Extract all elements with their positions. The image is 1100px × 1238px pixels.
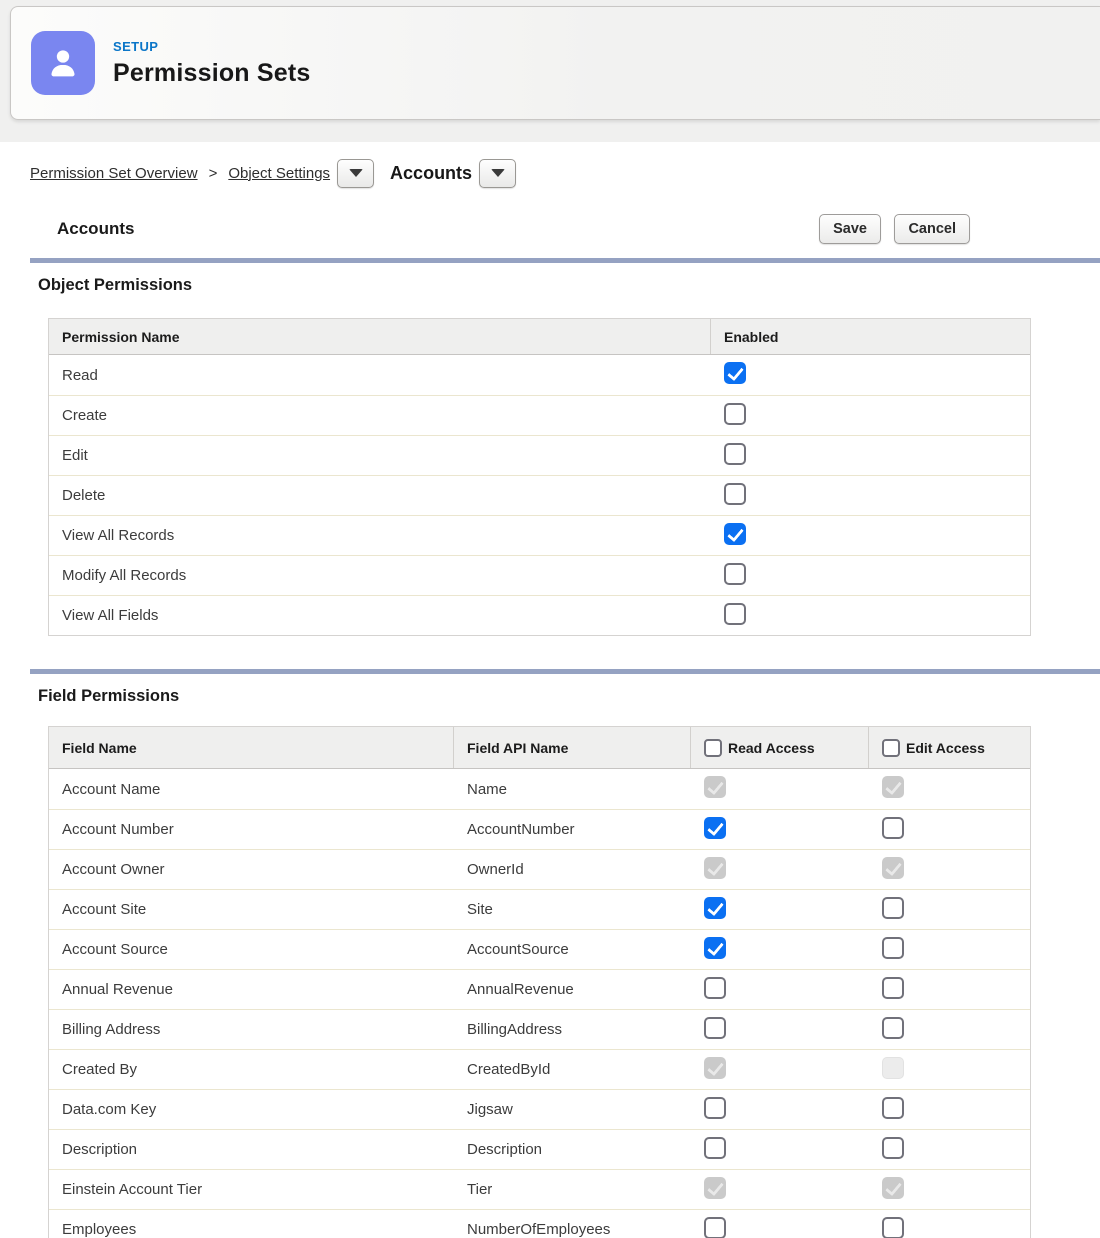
enabled-checkbox[interactable]: [724, 483, 746, 505]
breadcrumb: [30, 158, 1100, 188]
column-header-field-name: Field Name: [49, 727, 454, 768]
table-row: [49, 809, 1030, 849]
enabled-cell: [711, 362, 1030, 388]
table-row: [49, 969, 1030, 1009]
table-row: [49, 1129, 1030, 1169]
field-name-cell: Data.com Key: [62, 1101, 157, 1118]
field-name-cell: Account Name: [62, 780, 161, 798]
read-access-checkbox[interactable]: [704, 1137, 726, 1159]
field-name-cell: Billing Address: [62, 1021, 161, 1038]
edit-access-cell: [869, 857, 1030, 883]
field-name-cell: Account Owner: [62, 861, 165, 878]
read-access-checkbox[interactable]: [704, 1217, 726, 1238]
enabled-cell: [711, 603, 1030, 629]
edit-access-checkbox[interactable]: [882, 977, 904, 999]
read-access-checkbox[interactable]: [704, 1097, 726, 1119]
field-permissions-rows: [49, 769, 1030, 1238]
read-access-checkbox: [704, 1177, 726, 1199]
cancel-button[interactable]: Cancel: [894, 214, 970, 244]
permission-name-cell: Modify All Records: [62, 567, 187, 584]
read-access-cell: [691, 817, 869, 843]
field-api-name-cell: CreatedById: [467, 1061, 551, 1078]
save-button[interactable]: Save: [819, 214, 881, 244]
read-access-cell: [691, 897, 869, 923]
edit-access-checkbox: [882, 776, 904, 798]
object-permissions-rows: [49, 355, 1030, 635]
read-access-cell: [691, 776, 869, 802]
enabled-checkbox[interactable]: [724, 362, 746, 384]
field-name-cell: Account Site: [62, 901, 147, 918]
accounts-section-header: [30, 212, 1100, 245]
edit-access-cell: [869, 1217, 1030, 1238]
read-access-select-all-checkbox[interactable]: [704, 739, 722, 757]
enabled-cell: [711, 403, 1030, 429]
table-row: [49, 515, 1030, 555]
field-api-name-cell: AccountNumber: [467, 821, 575, 838]
enabled-checkbox[interactable]: [724, 603, 746, 625]
column-header-enabled: Enabled: [724, 328, 779, 345]
read-access-checkbox[interactable]: [704, 1017, 726, 1039]
table-row: [49, 889, 1030, 929]
edit-access-checkbox[interactable]: [882, 937, 904, 959]
permission-name-cell: Edit: [62, 447, 88, 464]
permission-name-cell: View All Records: [62, 527, 175, 544]
read-access-checkbox[interactable]: [704, 897, 726, 919]
read-access-cell: [691, 857, 869, 883]
enabled-cell: [711, 483, 1030, 509]
table-row: [49, 1209, 1030, 1238]
user-icon: [43, 43, 83, 83]
enabled-cell: [711, 523, 1030, 549]
column-header-field-api-name: Field API Name: [454, 727, 691, 768]
read-access-cell: [691, 937, 869, 963]
edit-access-cell: [869, 1097, 1030, 1123]
breadcrumb-separator: >: [208, 164, 218, 182]
enabled-cell: [711, 563, 1030, 589]
section-divider: [30, 258, 1100, 263]
setup-header-band: [0, 0, 1100, 142]
edit-access-cell: [869, 1177, 1030, 1203]
table-row: [49, 355, 1030, 395]
action-buttons: [810, 214, 970, 244]
edit-access-checkbox[interactable]: [882, 817, 904, 839]
edit-access-checkbox: [882, 857, 904, 879]
table-row: [49, 475, 1030, 515]
field-permissions-table-header: [49, 727, 1030, 769]
field-api-name-cell: Name: [467, 780, 508, 798]
permission-sets-user-icon: [31, 31, 95, 95]
chevron-down-icon: [491, 169, 505, 177]
read-access-cell: [691, 1137, 869, 1163]
table-row: [49, 929, 1030, 969]
table-row: [49, 849, 1030, 889]
chevron-down-icon: [349, 169, 363, 177]
accounts-heading: Accounts: [57, 218, 135, 238]
main-content: [0, 158, 1100, 1238]
edit-access-checkbox: [882, 1177, 904, 1199]
header-text-block: [113, 39, 311, 88]
object-permissions-table-header: [49, 319, 1030, 355]
table-row: [49, 595, 1030, 635]
edit-access-cell: [869, 937, 1030, 963]
edit-access-checkbox[interactable]: [882, 1097, 904, 1119]
edit-access-checkbox: [882, 1057, 904, 1079]
edit-access-cell: [869, 776, 1030, 802]
read-access-checkbox[interactable]: [704, 937, 726, 959]
column-header-read-access: [691, 727, 869, 768]
read-access-checkbox[interactable]: [704, 977, 726, 999]
page-title: Permission Sets: [113, 58, 311, 87]
permission-name-cell: Read: [62, 366, 98, 384]
field-api-name-cell: BillingAddress: [467, 1021, 563, 1038]
object-permissions-heading: Object Permissions: [38, 276, 193, 294]
permission-name-cell: Create: [62, 407, 108, 424]
read-access-label: Read Access: [728, 739, 815, 756]
read-access-checkbox: [704, 857, 726, 879]
read-access-cell: [691, 1057, 869, 1083]
column-header-permission-name: Permission Name: [49, 319, 711, 354]
breadcrumb-current-accounts: Accounts: [390, 162, 473, 183]
setup-header-card: [10, 6, 1100, 120]
read-access-checkbox: [704, 1057, 726, 1079]
edit-access-checkbox[interactable]: [882, 1017, 904, 1039]
read-access-cell: [691, 1177, 869, 1203]
field-api-name-cell: Site: [467, 901, 493, 918]
edit-access-label: Edit Access: [906, 739, 985, 756]
read-access-cell: [691, 977, 869, 1003]
accounts-dropdown-button[interactable]: [479, 159, 516, 188]
section-divider: [30, 669, 1100, 674]
read-access-checkbox: [704, 776, 726, 798]
setup-eyebrow: SETUP: [113, 38, 159, 54]
table-row: [49, 1089, 1030, 1129]
field-name-cell: Description: [62, 1141, 138, 1158]
edit-access-checkbox[interactable]: [882, 897, 904, 919]
edit-access-cell: [869, 1017, 1030, 1043]
edit-access-select-all-checkbox[interactable]: [882, 739, 900, 757]
field-name-cell: Employees: [62, 1221, 137, 1238]
permission-name-cell: View All Fields: [62, 607, 159, 624]
column-header-edit-access: [869, 727, 1030, 768]
read-access-cell: [691, 1217, 869, 1238]
edit-access-cell: [869, 1057, 1030, 1083]
table-row: [49, 395, 1030, 435]
read-access-checkbox[interactable]: [704, 817, 726, 839]
table-row: [49, 769, 1030, 809]
enabled-checkbox[interactable]: [724, 563, 746, 585]
table-row: [49, 1169, 1030, 1209]
field-api-name-cell: OwnerId: [467, 861, 524, 878]
edit-access-cell: [869, 817, 1030, 843]
edit-access-cell: [869, 1137, 1030, 1163]
breadcrumb-link-object-settings[interactable]: Object Settings: [228, 164, 331, 182]
field-name-cell: Created By: [62, 1061, 138, 1078]
object-settings-dropdown-button[interactable]: [337, 159, 374, 188]
object-permissions-table: [48, 318, 1031, 636]
field-api-name-cell: Jigsaw: [467, 1101, 513, 1118]
field-api-name-cell: AccountSource: [467, 941, 569, 958]
edit-access-checkbox[interactable]: [882, 1217, 904, 1238]
table-row: [49, 1009, 1030, 1049]
read-access-cell: [691, 1097, 869, 1123]
read-access-cell: [691, 1017, 869, 1043]
field-permissions-heading: Field Permissions: [38, 687, 180, 705]
field-permissions-table: [48, 726, 1031, 1238]
table-row: [49, 1049, 1030, 1089]
field-api-name-cell: AnnualRevenue: [467, 981, 574, 998]
field-api-name-cell: NumberOfEmployees: [467, 1221, 611, 1238]
field-name-cell: Annual Revenue: [62, 981, 173, 998]
enabled-cell: [711, 443, 1030, 469]
field-api-name-cell: Description: [467, 1141, 543, 1158]
field-name-cell: Einstein Account Tier: [62, 1181, 203, 1198]
enabled-checkbox[interactable]: [724, 523, 746, 545]
enabled-checkbox[interactable]: [724, 443, 746, 465]
enabled-checkbox[interactable]: [724, 403, 746, 425]
edit-access-checkbox[interactable]: [882, 1137, 904, 1159]
field-api-name-cell: Tier: [467, 1181, 493, 1198]
breadcrumb-link-permission-set-overview[interactable]: Permission Set Overview: [30, 164, 198, 182]
field-name-cell: Account Source: [62, 941, 168, 958]
edit-access-cell: [869, 977, 1030, 1003]
permission-name-cell: Delete: [62, 487, 106, 504]
table-row: [49, 555, 1030, 595]
edit-access-cell: [869, 897, 1030, 923]
table-row: [49, 435, 1030, 475]
field-name-cell: Account Number: [62, 821, 174, 838]
